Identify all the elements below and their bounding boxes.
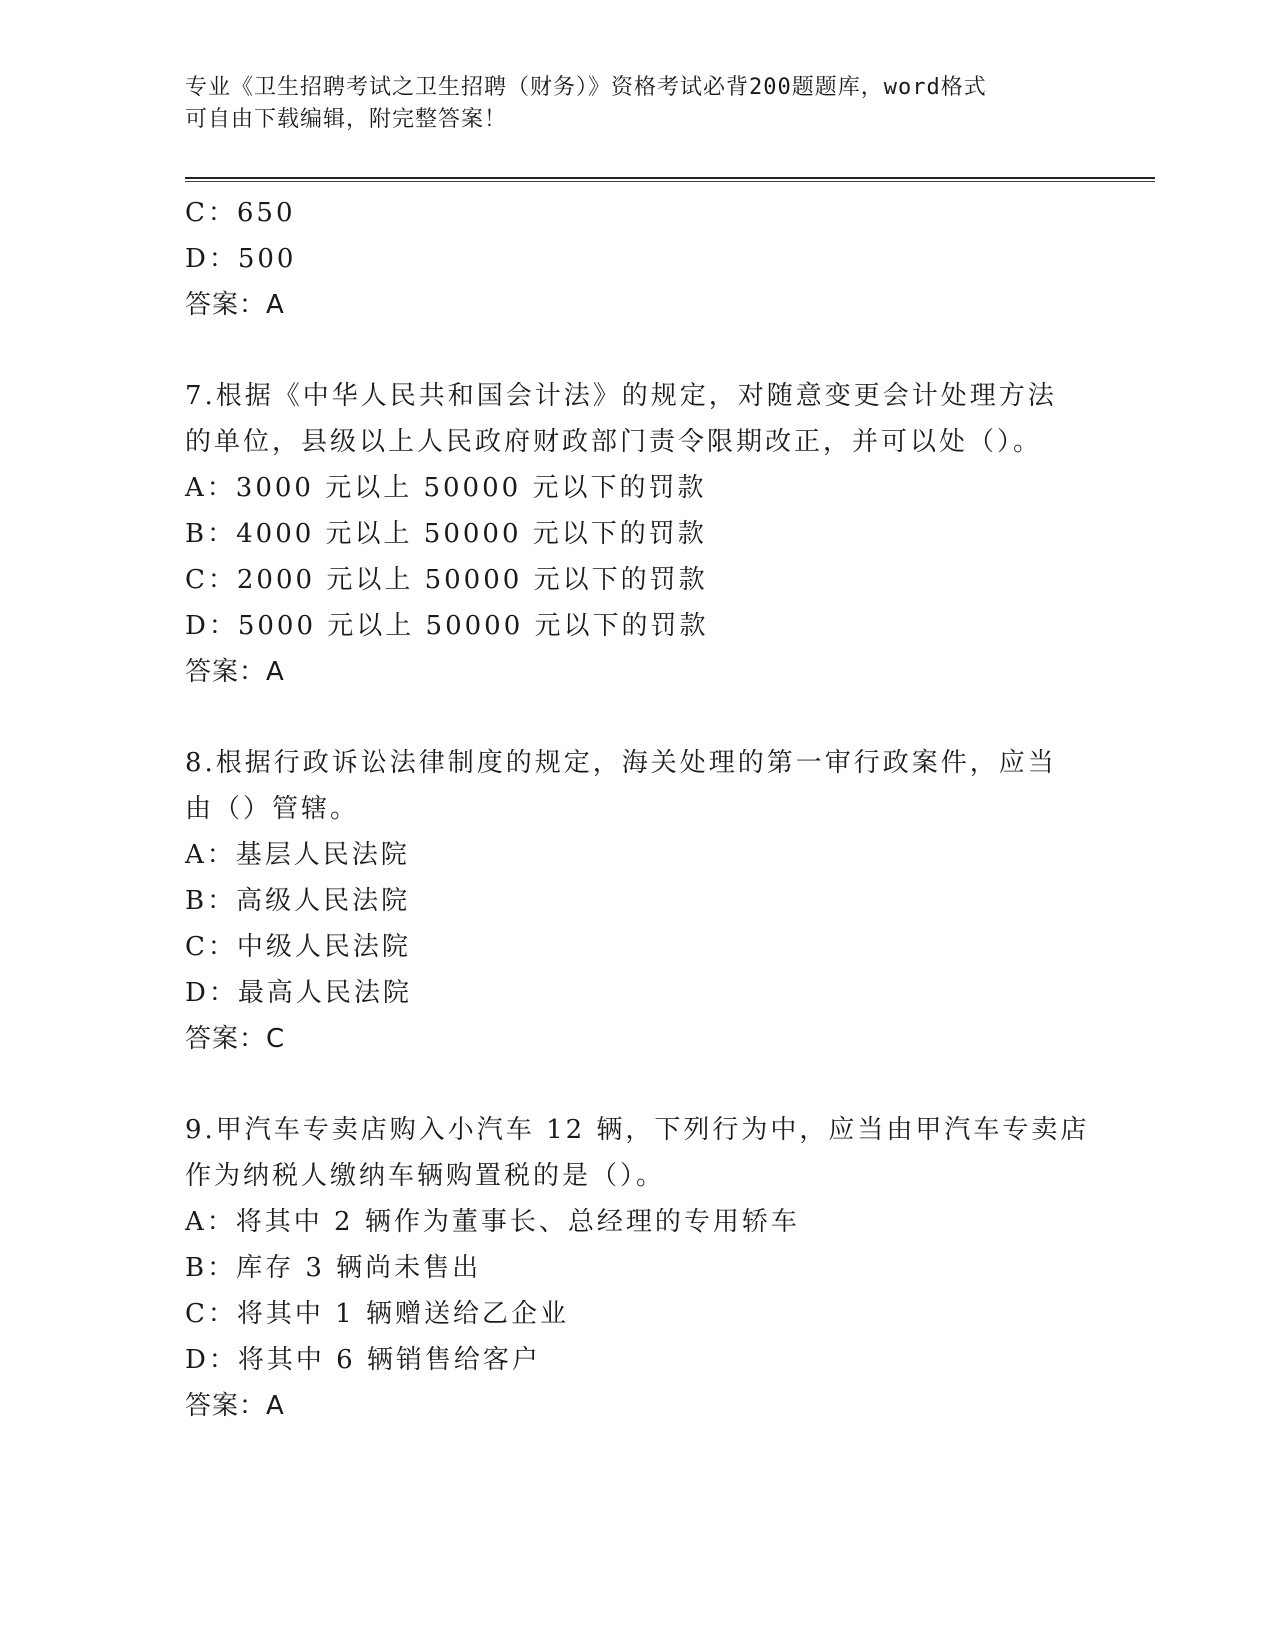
option-b: B：高级人民法院 — [185, 886, 411, 916]
question-8 — [185, 740, 1085, 1062]
option-a: A：将其中 2 辆作为董事长、总经理的专用轿车 — [185, 1207, 800, 1237]
answer-line: 答案：A — [185, 1391, 285, 1421]
header-title-line-1: 专业《卫生招聘考试之卫生招聘（财务）》资格考试必背200题题库，word格式 — [185, 75, 987, 100]
option-b: B：库存 3 辆尚未售出 — [185, 1253, 482, 1283]
option-c: C：650 — [185, 198, 296, 228]
answer-line: 答案：A — [185, 290, 285, 320]
question-stem-line: 的单位，县级以上人民政府财政部门责令限期改正，并可以处（）。 — [185, 427, 1043, 457]
question-stem-line: 7.根据《中华人民共和国会计法》的规定，对随意变更会计处理方法 — [185, 381, 1057, 411]
answer-line: 答案：A — [185, 657, 285, 687]
option-a: A：基层人民法院 — [185, 840, 410, 870]
question-stem-line: 9.甲汽车专卖店购入小汽车 12 辆，下列行为中，应当由甲汽车专卖店 — [185, 1115, 1090, 1145]
question-9 — [185, 1107, 1090, 1429]
option-d: D：将其中 6 辆销售给客户 — [185, 1345, 541, 1375]
header-title-line-2: 可自由下载编辑，附完整答案！ — [185, 107, 508, 132]
option-d: D：5000 元以上 50000 元以下的罚款 — [185, 611, 709, 641]
option-c: C：中级人民法院 — [185, 932, 411, 962]
question-stem-line: 8.根据行政诉讼法律制度的规定，海关处理的第一审行政案件，应当 — [185, 748, 1057, 778]
option-a: A：3000 元以上 50000 元以下的罚款 — [185, 473, 707, 503]
question-7 — [185, 373, 1085, 695]
header-divider-thin — [185, 181, 1155, 182]
question-stem-line: 作为纳税人缴纳车辆购置税的是（）。 — [185, 1161, 666, 1191]
option-b: B：4000 元以上 50000 元以下的罚款 — [185, 519, 707, 549]
option-d: D：500 — [185, 244, 297, 274]
continued-question — [185, 190, 1085, 328]
option-c: C：2000 元以上 50000 元以下的罚款 — [185, 565, 708, 595]
option-d: D：最高人民法院 — [185, 978, 412, 1008]
answer-line: 答案：C — [185, 1024, 286, 1054]
question-stem-line: 由（）管辖。 — [185, 794, 360, 824]
question-list — [185, 190, 1090, 1429]
option-c: C：将其中 1 辆赠送给乙企业 — [185, 1299, 569, 1329]
header-divider-thick — [185, 177, 1155, 179]
document-header — [185, 72, 1085, 136]
